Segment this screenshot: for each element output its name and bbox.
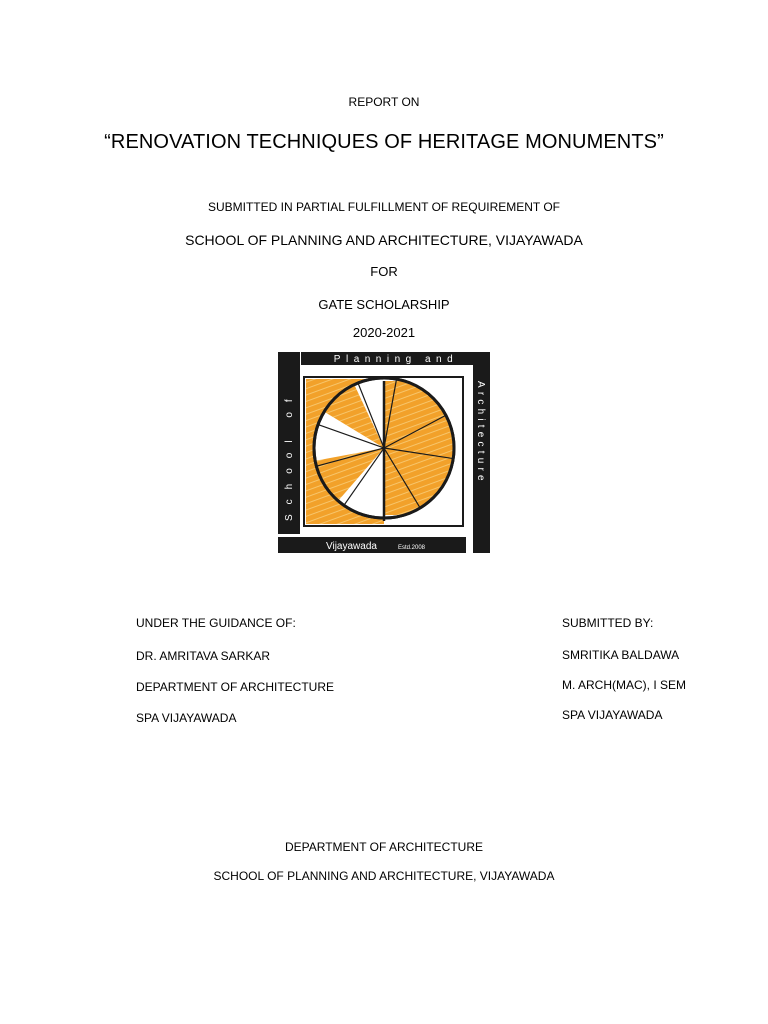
footer-department: DEPARTMENT OF ARCHITECTURE (284, 840, 484, 854)
footer-school: SCHOOL OF PLANNING AND ARCHITECTURE, VIJAYAWADA (213, 869, 555, 883)
academic-year: 2020-2021 (352, 325, 416, 340)
spa-vijayawada-logo (278, 351, 490, 553)
guide-department: DEPARTMENT OF ARCHITECTURE (136, 680, 335, 694)
guide-institute: SPA VIJAYAWADA (136, 711, 237, 725)
submitted-by-heading: SUBMITTED BY: (562, 616, 654, 630)
logo-top-text: Planning and (333, 354, 459, 365)
submission-statement: SUBMITTED IN PARTIAL FULFILLMENT OF REQUIREMENT OF (207, 200, 561, 214)
for-label: FOR (370, 264, 398, 279)
student-institute: SPA VIJAYAWADA (562, 708, 663, 722)
logo-bottom-text: Vijayawada (326, 541, 377, 552)
report-title: “RENOVATION TECHNIQUES OF HERITAGE MONUMENTS” (104, 131, 664, 153)
student-name: SMRITIKA BALDAWA (562, 648, 680, 662)
report-on-label: REPORT ON (348, 95, 420, 109)
guide-name: DR. AMRITAVA SARKAR (136, 649, 271, 663)
school-name: SCHOOL OF PLANNING AND ARCHITECTURE, VIJAYAWADA (185, 232, 583, 248)
guidance-heading: UNDER THE GUIDANCE OF: (136, 616, 296, 630)
logo-right-text: Architecture (475, 381, 486, 485)
logo-left-text: School of (284, 389, 295, 521)
logo-estd-text: Estd.2008 (398, 545, 426, 551)
scholarship-name: GATE SCHOLARSHIP (318, 297, 450, 312)
student-course: M. ARCH(MAC), I SEM (562, 678, 687, 692)
